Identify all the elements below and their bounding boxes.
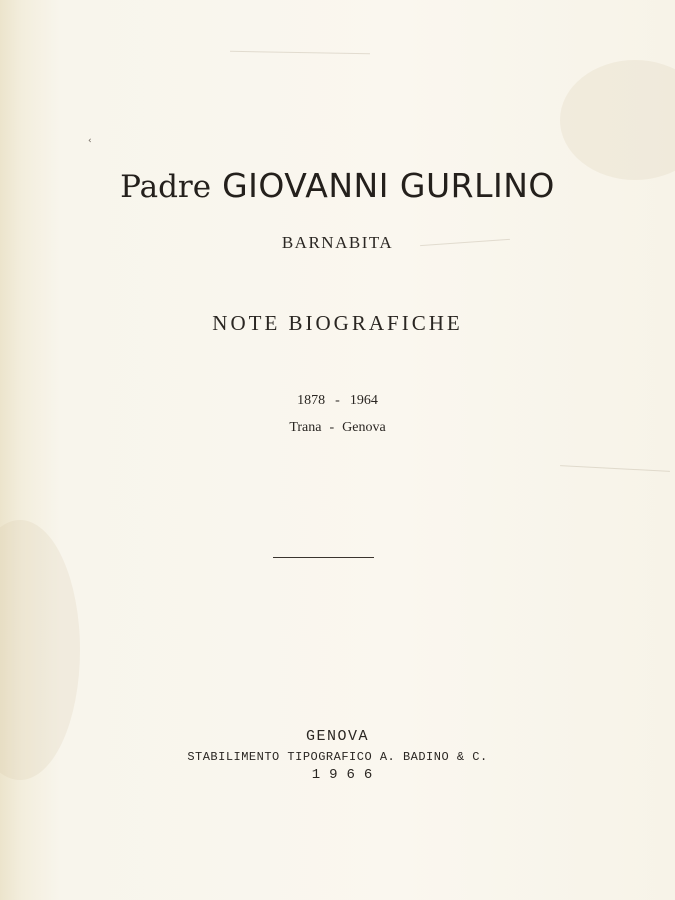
imprint-year: 1966 xyxy=(311,767,382,783)
divider-rule xyxy=(273,557,374,558)
paper-fiber xyxy=(560,465,670,472)
paper-fiber xyxy=(230,51,370,54)
place-separator: - xyxy=(329,420,335,435)
page-title xyxy=(0,166,675,205)
life-years xyxy=(0,393,675,409)
subtitle: BARNABITA xyxy=(281,233,394,252)
life-places xyxy=(0,420,675,436)
paper-stain xyxy=(560,60,675,180)
year-separator: - xyxy=(335,393,340,408)
death-place: Genova xyxy=(342,420,386,435)
birth-year: 1878 xyxy=(297,393,326,408)
title-name: GIOVANNI GURLINO xyxy=(222,166,555,205)
title-prefix: Padre xyxy=(120,169,212,205)
imprint-printer: STABILIMENTO TIPOGRAFICO A. BADINO & C. xyxy=(187,750,488,764)
document-heading: NOTE BIOGRAFICHE xyxy=(212,311,463,335)
stray-mark: ‹ xyxy=(88,136,92,146)
imprint-city: GENOVA xyxy=(305,728,369,745)
death-year: 1964 xyxy=(349,393,378,408)
birth-place: Trana xyxy=(289,420,322,435)
